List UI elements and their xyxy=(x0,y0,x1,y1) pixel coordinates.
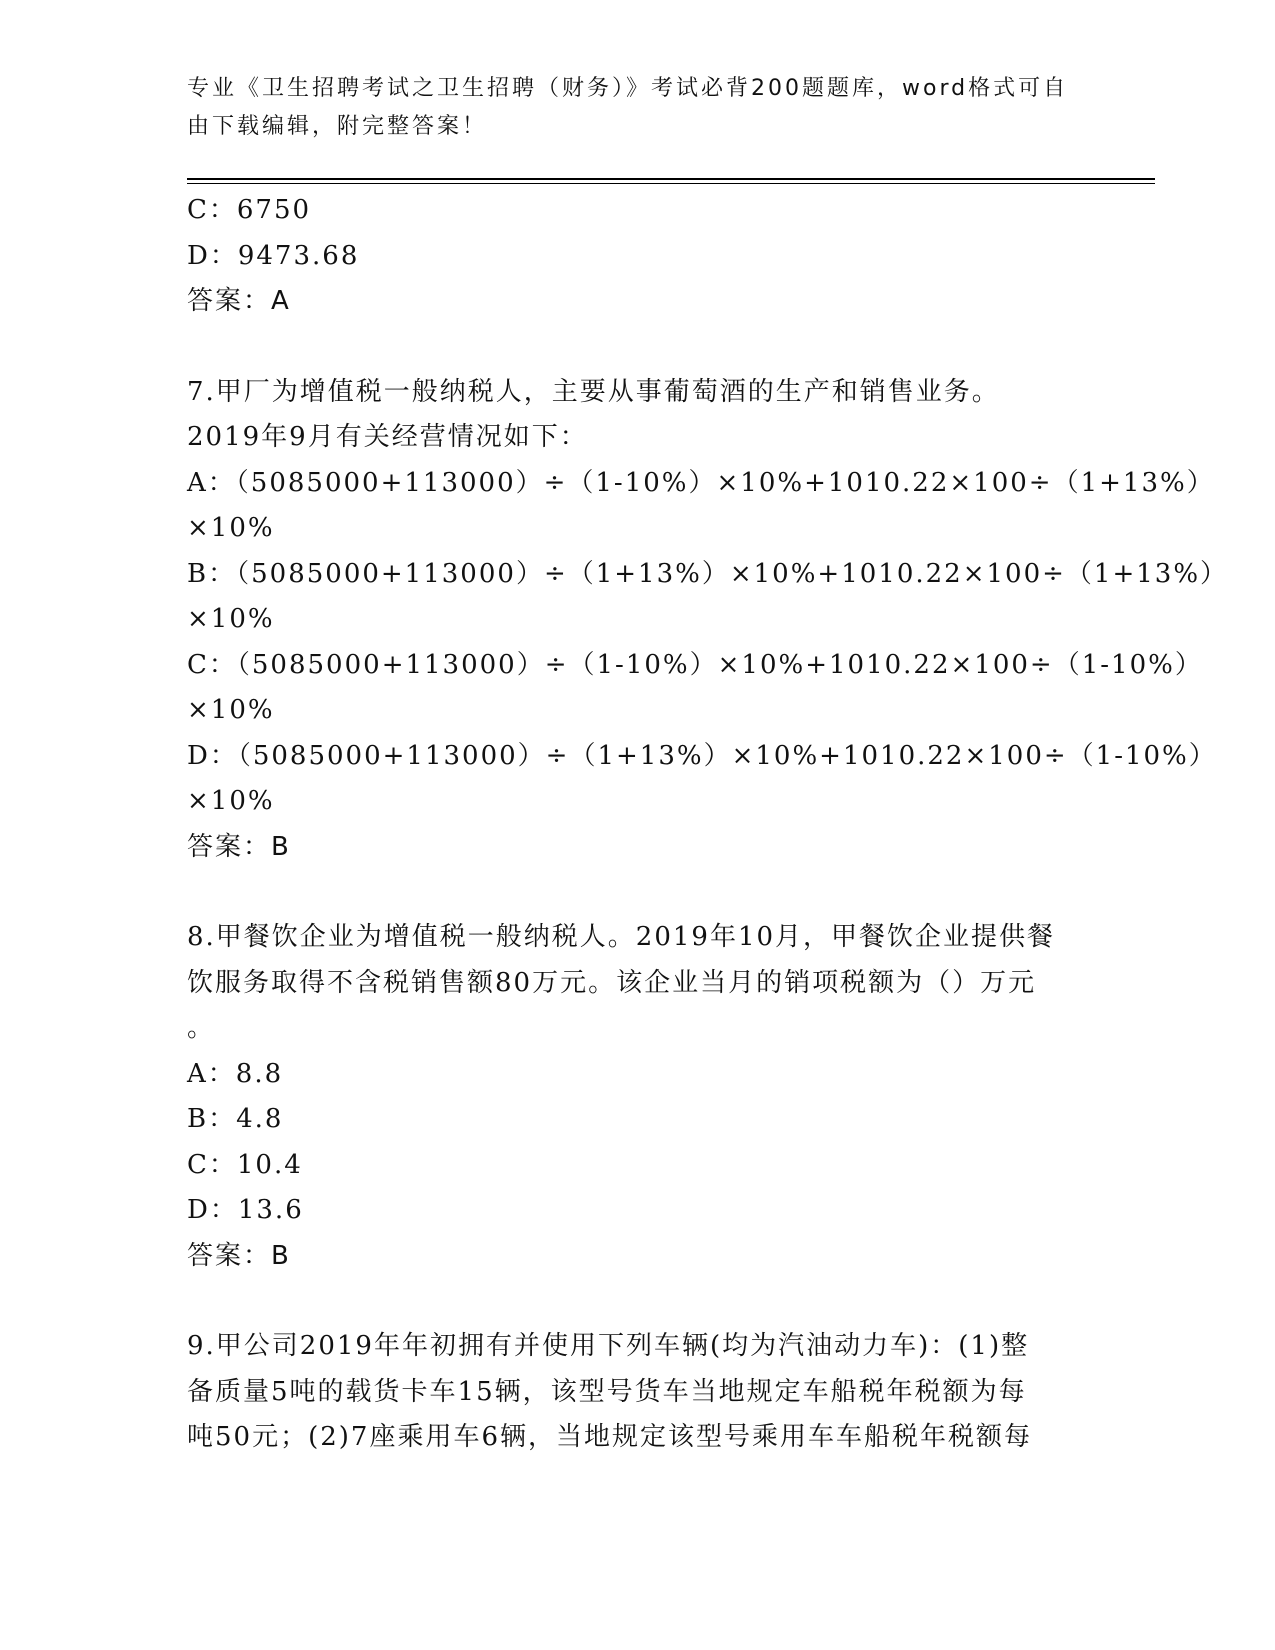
question-stem: 7.甲厂为增值税一般纳税人，主要从事葡萄酒的生产和销售业务。 xyxy=(187,376,1000,407)
option-d: D：9473.68 xyxy=(187,240,360,271)
option-b-cont: ×10% xyxy=(187,604,275,634)
header-rule-thin xyxy=(187,183,1155,184)
question-7 xyxy=(187,370,1229,871)
question-stem: 饮服务取得不含税销售额80万元。该企业当月的销项税额为（）万元 xyxy=(187,967,1037,998)
question-stem: 8.甲餐饮企业为增值税一般纳税人。2019年10月，甲餐饮企业提供餐 xyxy=(187,922,1056,952)
header-line-2: 由下载编辑，附完整答案！ xyxy=(187,114,488,139)
option-b: B：（5085000+113000）÷（1+13%）×10%+1010.22×100÷（1+13%） xyxy=(187,558,1229,589)
question-6-tail xyxy=(187,188,1087,325)
option-a-cont: ×10% xyxy=(187,513,275,543)
option-c-cont: ×10% xyxy=(187,695,275,725)
option-d-cont: ×10% xyxy=(187,786,275,816)
option-a: A：8.8 xyxy=(187,1058,284,1089)
question-8 xyxy=(187,915,1087,1279)
document-body xyxy=(187,188,1229,1461)
question-stem: 备质量5吨的载货卡车15辆，该型号货车当地规定车船税年税额为每 xyxy=(187,1376,1027,1407)
question-stem: 9.甲公司2019年年初拥有并使用下列车辆(均为汽油动力车)：(1)整 xyxy=(187,1331,1030,1361)
option-c: C：（5085000+113000）÷（1-10%）×10%+1010.22×100÷（1-10%） xyxy=(187,649,1203,680)
answer-line: 答案：B xyxy=(187,1240,291,1271)
header-rule-thick xyxy=(187,178,1155,180)
option-c: C：10.4 xyxy=(187,1149,303,1180)
option-a: A：（5085000+113000）÷（1-10%）×10%+1010.22×100÷（1+13%） xyxy=(187,467,1215,498)
question-stem: 2019年9月有关经营情况如下： xyxy=(187,422,588,452)
question-stem: 吨50元；(2)7座乘用车6辆，当地规定该型号乘用车车船税年税额每 xyxy=(187,1422,1032,1452)
option-d: D：13.6 xyxy=(187,1195,304,1225)
option-b: B：4.8 xyxy=(187,1104,284,1134)
option-c: C：6750 xyxy=(187,195,312,225)
question-stem: 。 xyxy=(187,1013,216,1043)
answer-line: 答案：B xyxy=(187,831,291,862)
option-d: D：（5085000+113000）÷（1+13%）×10%+1010.22×100÷（1-10%） xyxy=(187,740,1217,771)
header-line-1: 专业《卫生招聘考试之卫生招聘（财务）》考试必背200题题库，word格式可自 xyxy=(187,76,1069,101)
answer-line: 答案：A xyxy=(187,286,291,316)
question-9 xyxy=(187,1324,1087,1461)
document-header xyxy=(187,70,1087,146)
